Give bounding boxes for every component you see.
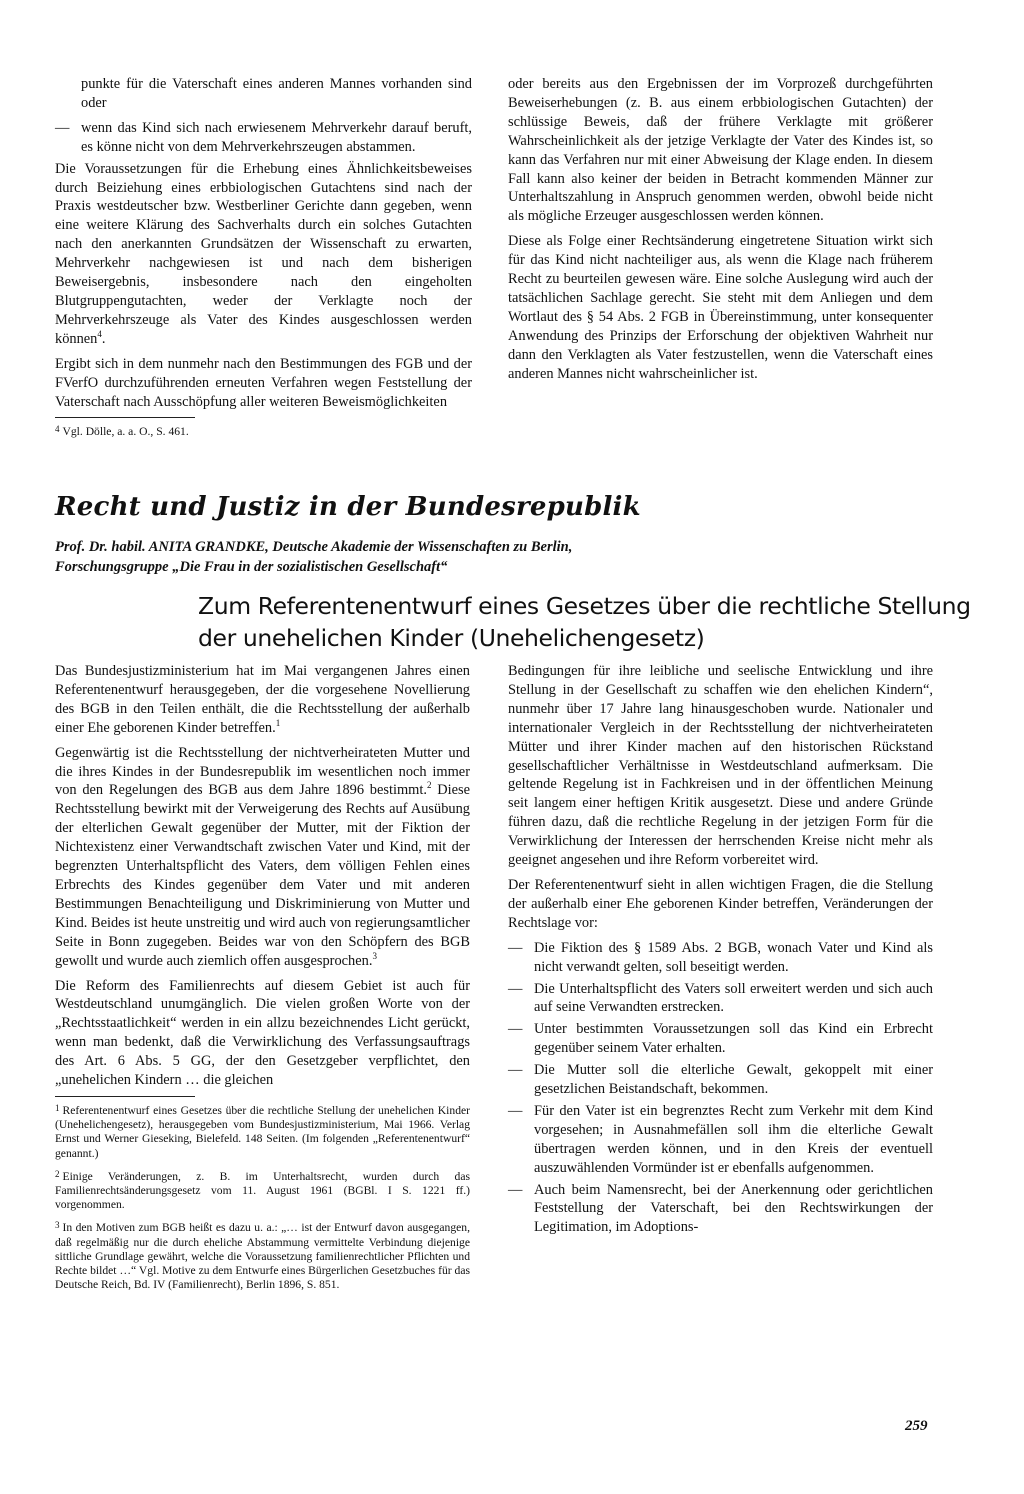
paragraph: Die Voraussetzungen für die Erhebung eines Ähnlichkeitsbeweises durch Beiziehung eines erbbiologischen Gutachtens sind nach der Praxis westdeutscher bzw. Westberliner Gerichte dann gegeben, wenn eine weitere Klärung des Sachverhalts durch ein solches Gutachten nach den anerkannten Grundsätzen der Wissenschaft zu erwarten, Mehrverkehr nachgewiesen ist und nach dem bisherigen Beweisergebnis, insbesondere nach den eingeholten Blutgruppengutachten, weder der Verklagte noch der Mehrverkehrszeuge als Vater des Kindes ausgeschlossen werden können$^4$. [55,160,472,347]
footnote-ref: 1 [275,717,281,728]
dash-list [55,119,472,157]
paragraph: Die Reform des Familienrechts auf diesem Gebiet ist auch für Westdeutschland unumgänglich. Die vielen großen Worte von der „Rechtsstaatlichkeit“ werden in ein allzu bezeichnendes Licht gerückt, wenn man bedenkt, daß die Verwirklichung des Verfassungsauftrags des Art. 6 Abs. 5 GG, der den Gesetzgeber verpflichtet, den „unehelichen Kindern … die gleichen [55,977,470,1089]
top-right-column [508,75,933,390]
paragraph: Das Bundesjustizministerium hat im Mai vergangenen Jahres einen Referentenentwurf herausgegeben, der die vorgesehene Novellierung des BGB in den Teilen enthält, die die Rechtsstellung der außerhalb einer Ehe geborenen Kinder betreffen.$^1$ [55,663,470,736]
paragraph: Bedingungen für ihre leibliche und seelische Entwicklung und ihre Stellung in der Gesellschaft zu schaffen wie den ehelichen Kindern“, nunmehr über 17 Jahre lang hinausgeschoben wurde. Nationaler und internationaler Vergleich in der Rechtsstellung der nichtverheirateten Mütter und ihrer Kinder machen auf den historischen Rückstand gesellschaftlicher Verhältnisse in Westdeutschland aufmerksam. Die geltende Regelung ist in Fachkreisen und in der öffentlichen Meinung seit langem einer heftigen Kritik ausgesetzt. Diese und andere Gründe führen dazu, daß die rechtliche Regelung in der jetzigen Form für die Verwirklichung der Interessen der herrschenden Kreise nicht mehr als geeignet angesehen und ihre Reform vorbereitet wird. [508,663,933,869]
footnote-ref: 2 [426,780,432,791]
headline-line: Zum Referentenentwurf eines Gesetzes über die rechtliche Stellung [198,592,971,620]
footnote: $^4$ Vgl. Dölle, a. a. O., S. 461. [55,424,189,439]
list-item: — wenn das Kind sich nach erwiesenem Mehrverkehr darauf beruft, es könne nicht von dem Mehrverkehrszeugen abstammen. [55,119,472,157]
list-item: — Auch beim Namensrecht, bei der Anerkennung oder gerichtlichen Feststellung der Vaterschaft, bei den Rechtswirkungen der Legitimation, im Adoptions- [508,1181,933,1238]
paragraph: Gegenwärtig ist die Rechtsstellung der nichtverheirateten Mutter und die ihres Kindes in der Bundesrepublik im wesentlichen noch immer von den Regelungen des BGB aus dem Jahre 1896 bestimmt.$^2$ Diese Rechtsstellung bewirkt mit der Verweigerung des Rechts auf Ausübung der elterlichen Gewalt gegenüber der Mutter, mit der Fiktion der Nichtexistenz einer Verwandtschaft zwischen Vater und Kind, mit der begrenzten Unterhaltspflicht des Vaters, dem völligen Fehlen eines Erbrechts des Kindes gegenüber dem Vater und mit anderen Bestimmungen Benachteiligung und Diskriminierung von Mutter und Kind. Beides ist heute unstreitig und wird auch von regierungsamtlicher Seite in Bonn zugegeben. Beides war von den Schöpfern des BGB gewollt und wurde auch ziemlich offen ausgesprochen.$^3$ [55,744,470,969]
byline-author: Prof. Dr. habil. ANITA GRANDKE, Deutsche Akademie der Wissenschaften zu Berlin, [55,539,573,555]
paragraph: Diese als Folge einer Rechtsänderung eingetretene Situation wirkt sich für das Kind nicht nachteiliger aus, als wenn die Klage nach früherem Recht zu beurteilen gewesen wäre. Eine solche Auslegung wird auch der tatsächlichen Sachlage gerecht. Sie steht mit dem Anliegen und dem Wortlaut des § 54 Abs. 2 FGB in Übereinstimmung, unter konsequenter Anwendung des Prinzips der Erforschung der objektiven Wahrheit nur dann den Verklagten als Vater festzustellen, wenn die Vaterschaft eines anderen Mannes nicht wahrscheinlicher ist. [508,233,933,382]
footnote-ref: 3 [372,950,377,961]
footnote-ref: 4 [97,328,102,339]
dash-list [508,939,933,1238]
list-continuation: punkte für die Vaterschaft eines anderen Mannes vorhanden sind oder [81,76,472,111]
list-item: — Die Mutter soll die elterliche Gewalt, gekoppelt mit einer gesetzlichen Beistandschaft, bekommen. [508,1061,933,1099]
list-item: — Die Unterhaltspflicht des Vaters soll erweitert werden und sich auch auf seine Verwandten erstrecken. [508,980,933,1018]
list-item: — Die Fiktion des § 1589 Abs. 2 BGB, wonach Vater und Kind als nicht verwandt gelten, soll beseitigt werden. [508,939,933,977]
footnote-divider [55,1096,195,1097]
headline-line: der unehelichen Kinder (Unehelichengesetz) [198,624,705,652]
bottom-right-column [508,662,933,1240]
list-item: — Unter bestimmten Voraussetzungen soll das Kind ein Erbrecht gegenüber seinem Vater erhalten. [508,1020,933,1058]
footnote: $^2$ Einige Veränderungen, z. B. im Unterhaltsrecht, wurden durch das Familienrechtsänderungsgesetz vom 11. August 1961 (BGBl. I S. 1221 ff.) vorgenommen. [55,1168,470,1212]
paragraph: Der Referentenentwurf sieht in allen wichtigen Fragen, die die Stellung der außerhalb einer Ehe geborenen Kinder betreffen, Veränderungen der Rechtslage vor: [508,876,933,931]
paragraph: Ergibt sich in dem nunmehr nach den Bestimmungen des FGB und der FVerfO durchzuführenden erneuten Verfahren wegen Feststellung der Vaterschaft nach Ausschöpfung aller weiteren Beweismöglichkeiten [55,355,472,410]
paragraph: oder bereits aus den Ergebnissen der im Vorprozeß durchgeführten Beweiserhebungen (z. B. aus einem erbbiologischen Gutachten) der schlüssige Beweis, daß der frühere Verklagte mit größerer Wahrscheinlichkeit als der jetzige Verklagte der Vater des Kindes ist, so kann das Verfahren nur mit einer Abweisung der Klage enden. In diesem Fall kann also keiner der beiden in Betracht kommenden Männer zur Unterhaltszahlung in Anspruch genommen werden, obwohl beide nicht als mögliche Erzeuger ausgeschlossen werden können. [508,76,933,225]
list-item: — Für den Vater ist ein begrenztes Recht zum Verkehr mit dem Kind vorgesehen; in Ausnahmefällen soll ihm die elterliche Gewalt übertragen werden können, und in den Kreis der eventuell auszuwählenden Vormünder ist er ebenfalls aufgenommen. [508,1102,933,1178]
footnote: $^1$ Referentenentwurf eines Gesetzes über die rechtliche Stellung der unehelichen Kinder (Unehelichengesetz), herausgegeben vom Bundesjustizministerium, Mai 1966. Verlag Ernst und Werner Gieseking, Bielefeld. 148 Seiten. (Im folgenden „Referentenentwurf“ genannt.) [55,1102,470,1160]
top-left-column [55,75,472,446]
footnote: $^3$ In den Motiven zum BGB heißt es dazu u. a.: „… ist der Entwurf davon ausgegangen, daß regelmäßig nur die durch eheliche Abstammung vermittelte Verbindung diejenige sittliche Grundlage gewährt, welche die Voraussetzung familienrechtlicher Pflichten und Rechte bildet …“ Vgl. Motive zu dem Entwurfe eines Bürgerlichen Gesetzbuches für das Deutsche Reich, Bd. IV (Familienrecht), Berlin 1896, S. 851. [55,1220,470,1292]
byline-affiliation: Forschungsgruppe „Die Frau in der sozialistischen Gesellschaft“ [55,558,448,575]
byline [55,538,975,577]
article-headline [198,590,998,654]
footnote-divider [55,417,195,418]
bottom-left-column [55,662,470,1298]
page-number: 259 [905,1418,928,1434]
section-title: Recht und Justiz in der Bundesrepublik [55,492,641,522]
